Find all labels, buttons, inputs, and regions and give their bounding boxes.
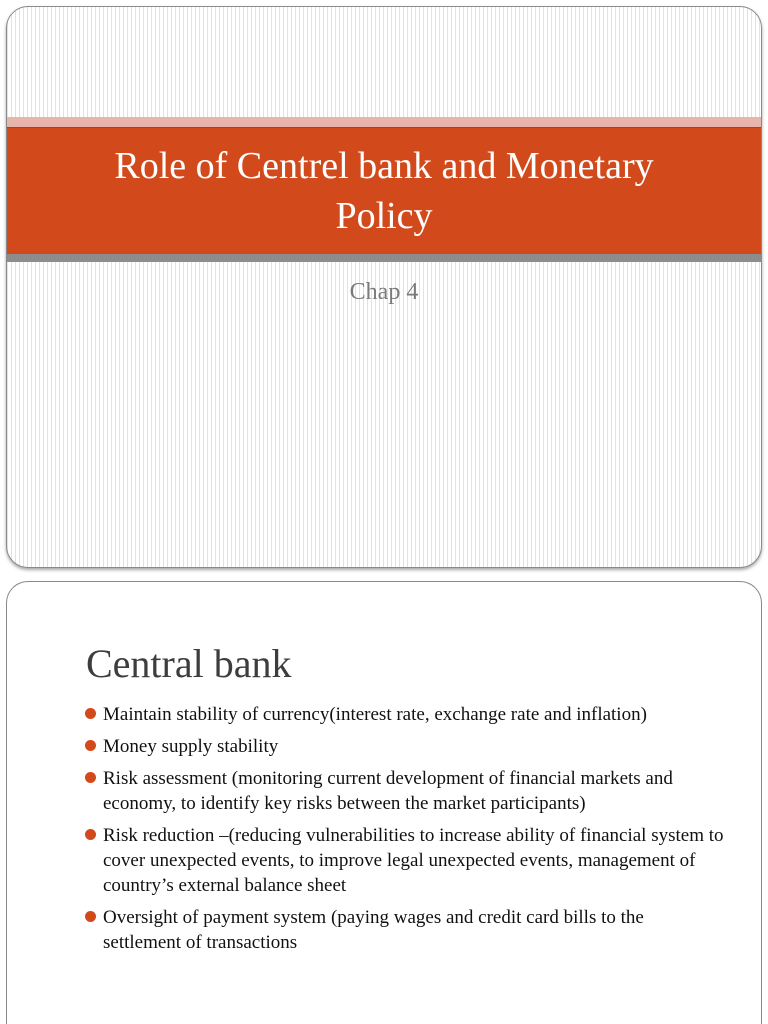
title-band-top-stripe xyxy=(7,117,761,127)
slide-title: Role of Centrel bank and Monetary Policy xyxy=(114,145,654,237)
bullet-item xyxy=(85,823,725,898)
bullet-text: Risk reduction –(reducing vulnerabilities to increase ability of financial system to cover unexpected events, to improve legal unexpected events, management of country’s external balance sheet xyxy=(103,825,724,896)
bullet-text: Risk assessment (monitoring current development of financial markets and economy, to identify key risks between the market participants) xyxy=(103,768,673,814)
bullet-text: Maintain stability of currency(interest rate, exchange rate and inflation) xyxy=(103,704,647,725)
title-band-bottom-stripe xyxy=(7,254,761,262)
content-heading: Central bank xyxy=(86,641,292,686)
round-bullet-icon xyxy=(85,911,96,922)
title-slide xyxy=(6,6,762,568)
bullet-list xyxy=(85,702,725,962)
title-band xyxy=(7,127,761,254)
bullet-item xyxy=(85,905,725,955)
round-bullet-icon xyxy=(85,740,96,751)
slide-subtitle: Chap 4 xyxy=(349,279,419,305)
bullet-text: Oversight of payment system (paying wages and credit card bills to the settlement of transactions xyxy=(103,907,644,953)
bullet-item xyxy=(85,766,725,816)
round-bullet-icon xyxy=(85,708,96,719)
round-bullet-icon xyxy=(85,829,96,840)
bullet-text: Money supply stability xyxy=(103,736,279,757)
bullet-item xyxy=(85,734,725,759)
content-slide xyxy=(6,581,762,1024)
round-bullet-icon xyxy=(85,772,96,783)
bullet-item xyxy=(85,702,725,727)
